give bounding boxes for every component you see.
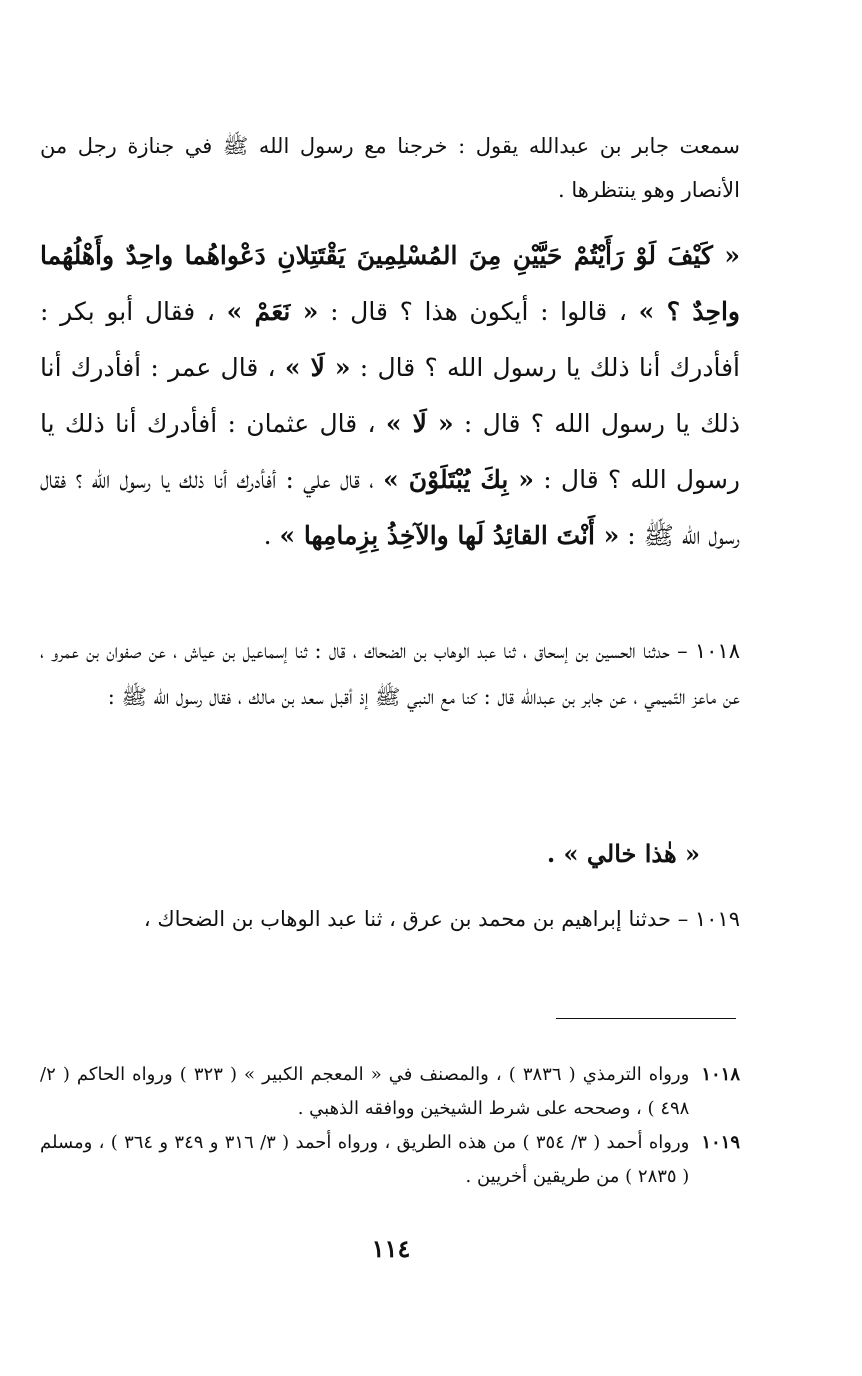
- hadith-paragraph: [40, 228, 740, 564]
- hadith-quote-6: « أَنْتَ القائِدُ لَها والآخِذُ بِزِمامِها »: [279, 521, 620, 550]
- page-number: ١١٤: [371, 1234, 411, 1263]
- hadith-1018-end: .: [546, 839, 564, 868]
- footnote-divider: [556, 1018, 736, 1019]
- narration-segment-4: ، قال عثمان : أفأدرك أنا ذلك يا رسول الله ؟ قال :: [40, 409, 740, 494]
- narration-segment-6: .: [263, 521, 280, 550]
- narration-segment-1: ، قالوا : أيكون هذا ؟ قال :: [318, 297, 639, 326]
- hadith-quote-2: « نَعَمْ »: [226, 297, 319, 326]
- footnote-1018: [40, 1058, 740, 1126]
- footnotes: [40, 1058, 740, 1194]
- narration-1019: ١٠١٩ – حدثنا إبراهيم بن محمد بن عرق ، ثنا عبد الوهاب بن الضحاك ،: [143, 907, 740, 931]
- hadith-1018-text: [40, 832, 700, 876]
- hadith-quote-1: « كَيْفَ لَوْ رَأَيْتُمْ حَيَّيْنِ مِنَ المُسْلِمِينَ يَقْتَتِلانِ دَعْواهُما واحِدٌ وأَهْلُهُما واحِدٌ ؟ »: [40, 241, 740, 326]
- footnote-text: ورواه أحمد ( ٣/ ٣٥٤ ) من هذه الطريق ، ورواه أحمد ( ٣/ ٣١٦ و ٣٤٩ و ٣٦٤ ) ، ومسلم ( ٢٨٣٥ ) من طريقين أخريين .: [40, 1132, 690, 1187]
- footnote-number: ١٠١٩: [701, 1132, 740, 1153]
- hadith-1018-quote: « هٰذا خالي »: [563, 839, 700, 868]
- narration-1018: ١٠١٨ – حدثنا الحسين بن إسحاق ، ثنا عبد الوهاب بن الضحاك ، قال : ثنا إسماعيل بن عياش ، عن صفوان بن عمرو ، عن ماعز التّميمي ، عن جابر بن عبدالله قال : كنا مع النبي ﷺ إذ أقبل سعد بن مالك ، فقال رسول الله ﷺ :: [40, 639, 740, 709]
- narration-segment-2: ، فقال أبو بكر : أفأدرك أنا ذلك يا رسول الله ؟ قال :: [40, 297, 740, 382]
- hadith-quote-3: « لَا »: [284, 353, 351, 382]
- narration-segment-5: ، قال علي : أفأدرك أنا ذلك يا رسول الله ؟ فقال رسول الله ﷺ :: [40, 465, 740, 550]
- footnote-1019: [40, 1126, 740, 1194]
- intro-paragraph: سمعت جابر بن عبدالله يقول : خرجنا مع رسول الله ﷺ في جنازة رجل من الأنصار وهو ينتظرها .: [40, 134, 740, 202]
- footnote-number: ١٠١٨: [701, 1064, 740, 1085]
- narration-segment-3: ، قال عمر : أفأدرك أنا ذلك يا رسول الله ؟ قال :: [40, 353, 740, 438]
- hadith-quote-4: « لَا »: [385, 409, 454, 438]
- footnote-text: ورواه الترمذي ( ٣٨٣٦ ) ، والمصنف في « المعجم الكبير » ( ٣٢٣ ) ورواه الحاكم ( ٢/ ٤٩٨ ) ، وصححه على شرط الشيخين ووافقه الذهبي .: [40, 1064, 690, 1119]
- hadith-quote-5: « بِكَ يُبْتَلَوْنَ »: [383, 465, 535, 494]
